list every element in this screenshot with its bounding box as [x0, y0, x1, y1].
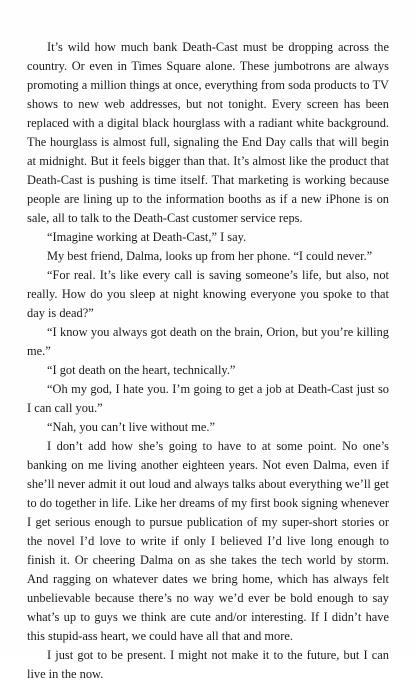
paragraph-dont-add: I don’t add how she’s going to have to at some point. No one’s banking on me living another eighteen years. Not even Dalma, even if she’ll never admit it out loud and always talks about everything we’ll get to do together in life. Like her dreams of my first book signing whenever I get serious enough to pursue publication of my super-short stories or the novel I’d love to write if only I believed I’d live long enough to finish it. Or cheering Dalma on as she takes the tech world by storm. And ragging on whatever dates we bring home, which has always felt unbelievable because there’s no way we’d ever be bold enough to say what’s up to guys we think are cute and/or interesting. If I didn’t have this stupid-ass heart, we could have all that and more.	[27, 439, 389, 643]
paragraph-imagine-working: “Imagine working at Death-Cast,” I say.	[47, 230, 247, 244]
paragraph-death-on-brain: “I know you always got death on the brain, Orion, but you’re killing me.”	[27, 325, 389, 358]
body-text	[27, 38, 389, 684]
paragraph-dalma-looks-up: My best friend, Dalma, looks up from her phone. “I could never.”	[47, 249, 373, 263]
paragraph-be-present: I just got to be present. I might not make it to the future, but I can live in the now.	[27, 648, 389, 681]
paragraph-for-real: “For real. It’s like every call is saving someone’s life, but also, not really. How do you sleep at night knowing everyone you spoke to that day is dead?”	[27, 268, 389, 320]
paragraph-cant-live-without: “Nah, you can’t live without me.”	[47, 420, 216, 434]
paragraph-death-on-heart: “I got death on the heart, technically.”	[47, 363, 236, 377]
paragraph-jumbotrons: It’s wild how much bank Death-Cast must be dropping across the country. Or even in Times Square alone. These jumbotrons are always promoting a million things at once, everything from soda products to TV shows to new web addresses, but not tonight. Every screen has been replaced with a digital black hourglass with a radiant white background. The hourglass is almost full, signaling the End Day calls that will begin at midnight. But it feels bigger than that. It’s almost like the product that Death-Cast is pushing is time itself. That marketing is working because people are lining up to the information booths as if a new iPhone is on sale, all to talk to the Death-Cast customer service reps.	[27, 40, 389, 225]
paragraph-hate-you: “Oh my god, I hate you. I’m going to get a job at Death-Cast just so I can call you.”	[27, 382, 389, 415]
